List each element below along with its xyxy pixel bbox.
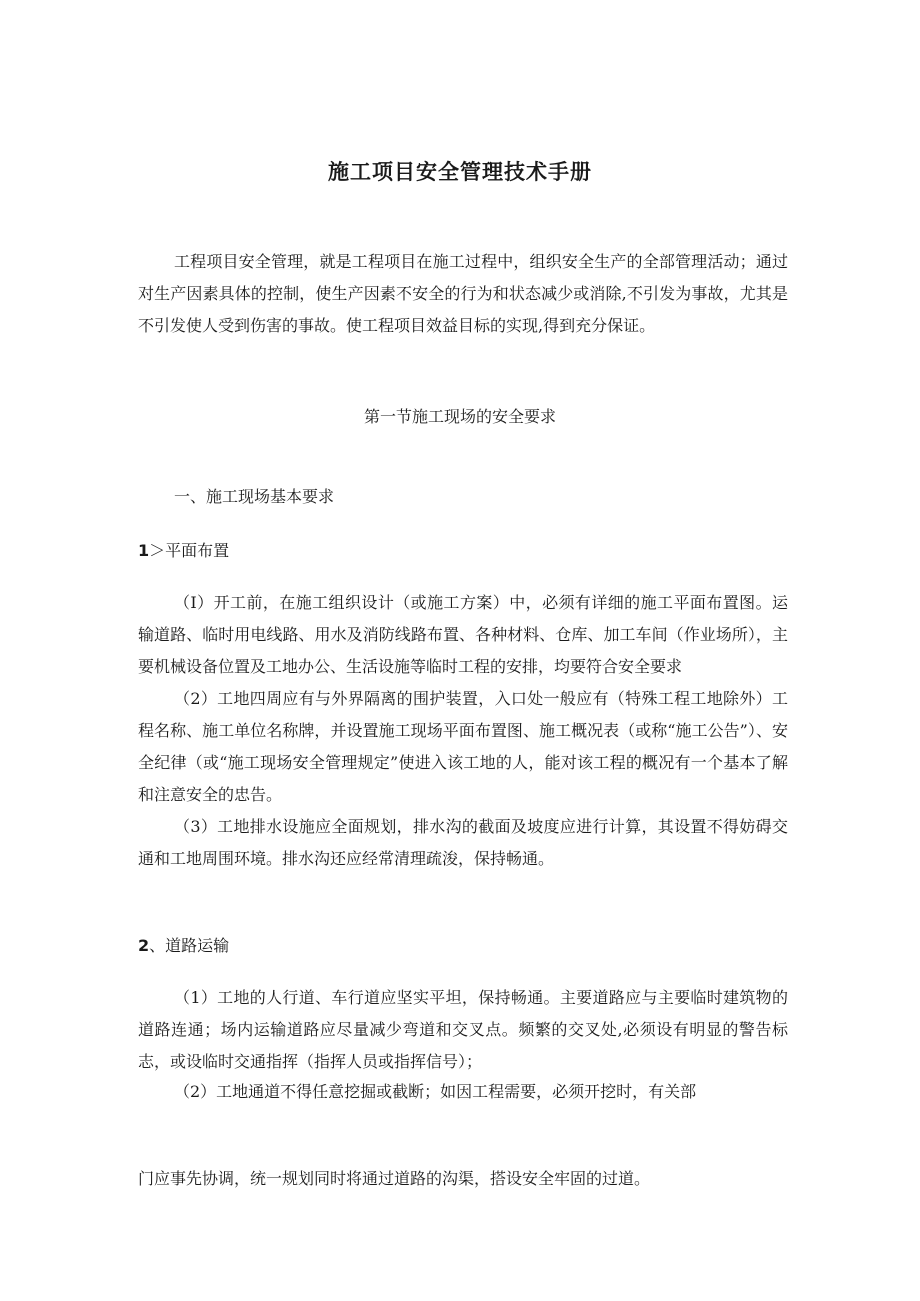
item-2-heading: [138, 933, 229, 956]
document-title: 施工项目安全管理技术手册: [328, 160, 592, 184]
item-1-number: 1: [138, 541, 150, 560]
section-title: 第一节施工现场的安全要求: [363, 407, 556, 426]
item-1-paragraph-1: （I）开工前，在施工组织设计（或施工方案）中，必须有详细的施工平面布置图。运输道路、临时用电线路、用水及消防线路布置、各种材料、仓库、加工车间（作业场所），主要机械设备位置及工地办公、生活设施等临时工程的安排，均要符合安全要求: [138, 593, 788, 676]
item-2-separator: 、: [149, 936, 166, 955]
item-2-paragraph-1: （1）工地的人行道、车行道应坚实平坦，保持畅通。主要道路应与主要临时建筑物的道路连通；场内运输道路应尽量减少弯道和交叉点。频繁的交叉处,必须设有明显的警告标志，或设临时交通指挥（指挥人员或指挥信号）；: [138, 988, 788, 1071]
item-2-paragraph-2: （2）工地通道不得任意挖掘或截断；如因工程需要，必须开挖时，有关部: [174, 1082, 697, 1101]
item-2-label: 道路运输: [165, 936, 230, 955]
item-1-paragraph-2: （2）工地四周应有与外界隔离的围护装置，入口处一般应有（特殊工程工地除外）工程名称、施工单位名称牌，并设置施工现场平面布置图、施工概况表（或称“施工公告”）、安全纪律（或“施工现场安全管理规定”使进入该工地的人，能对该工程的概况有一个基本了解和注意安全的忠告。: [138, 689, 788, 804]
intro-paragraph: 工程项目安全管理，就是工程项目在施工过程中，组织安全生产的全部管理活动；通过对生产因素具体的控制，使生产因素不安全的行为和状态减少或消除,不引发为事故，尤其是不引发使人受到伤害的事故。使工程项目效益目标的实现,得到充分保证。: [138, 252, 788, 335]
item-1-separator: ＞: [149, 541, 166, 560]
subsection-heading: 一、施工现场基本要求: [174, 487, 335, 506]
continuation-line: 门应事先协调，统一规划同时将通过道路的沟渠，搭设安全牢固的过道。: [138, 1169, 651, 1188]
item-1-heading: [138, 538, 229, 561]
item-2-number: 2: [138, 936, 150, 955]
item-1-paragraph-3: （3）工地排水设施应全面规划，排水沟的截面及坡度应进行计算，其设置不得妨碍交通和工地周围环境。排水沟还应经常清理疏浚，保持畅通。: [138, 817, 788, 868]
item-1-label: 平面布置: [165, 541, 230, 560]
